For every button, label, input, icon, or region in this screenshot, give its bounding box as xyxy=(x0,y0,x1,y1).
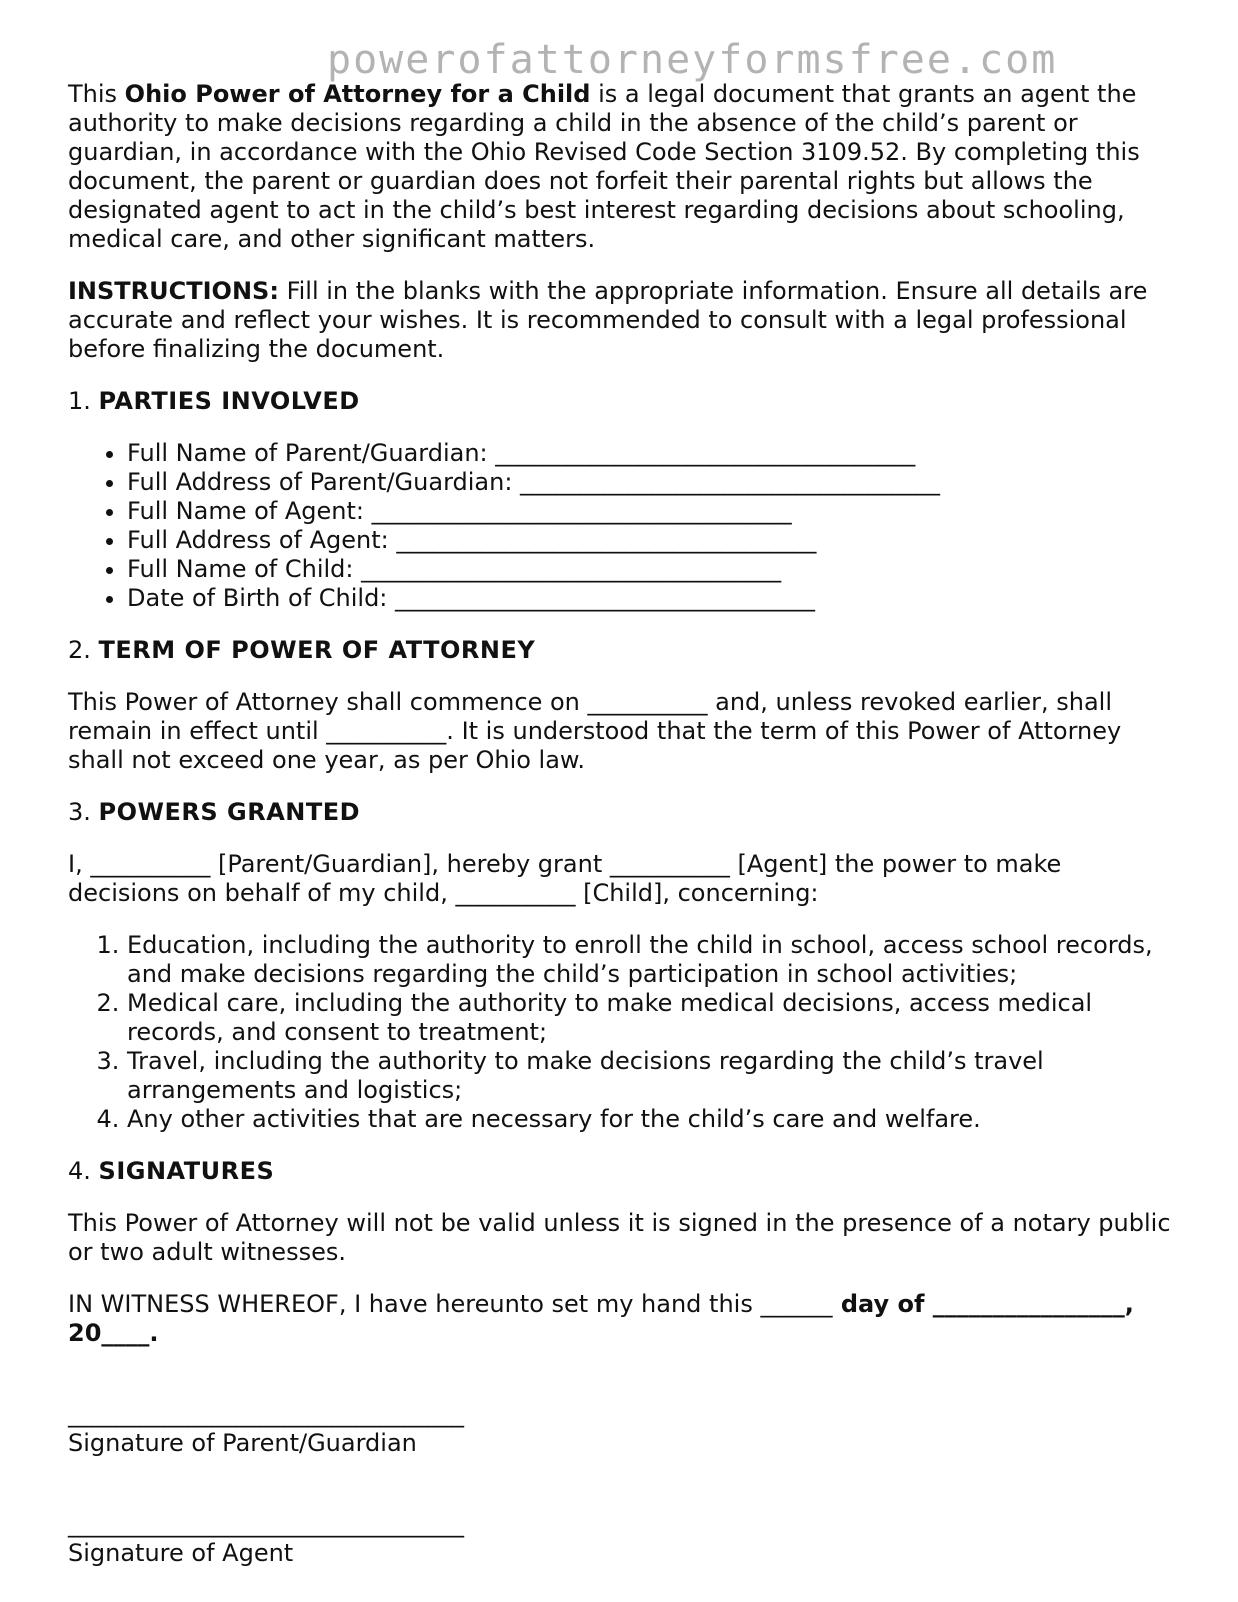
section-number: 2. xyxy=(68,636,99,664)
section-heading-term xyxy=(68,636,1178,665)
intro-pre: This xyxy=(68,80,125,108)
signatures-paragraph: This Power of Attorney will not be valid unless it is signed in the presence of a notary public or two adult witnesses. xyxy=(68,1209,1171,1266)
section-number: 3. xyxy=(68,798,99,826)
intro-paragraph xyxy=(68,80,1178,254)
signature-block-parent xyxy=(68,1400,1178,1458)
instructions-paragraph xyxy=(68,277,1178,364)
witness-pre: IN WITNESS WHEREOF, I have hereunto set my hand this ______ xyxy=(68,1290,833,1318)
powers-list xyxy=(68,931,1178,1134)
signature-label-agent: Signature of Agent xyxy=(68,1539,294,1567)
power-item-travel: 3. Travel, including the authority to make decisions regarding the child’s travel arrangements and logistics; xyxy=(127,1047,1178,1105)
instructions-label: INSTRUCTIONS: xyxy=(68,277,279,305)
power-item-medical: 2. Medical care, including the authority to make medical decisions, access medical records, and consent to treatment; xyxy=(127,989,1178,1047)
watermark: powerofattorneyformsfree.com xyxy=(327,37,1058,83)
parties-field-list xyxy=(68,439,1178,613)
instructions-text: Fill in the blanks with the appropriate information. Ensure all details are accurate and reflect your wishes. It is recommended to consult with a legal professional before finalizing the document. xyxy=(68,277,1148,363)
section-number: 1. xyxy=(68,387,99,415)
signature-line-agent[interactable]: _________________________________ xyxy=(68,1510,464,1538)
section-heading-powers xyxy=(68,798,1178,827)
document-title: Ohio Power of Attorney for a Child xyxy=(124,80,591,108)
section-title: SIGNATURES xyxy=(98,1157,275,1185)
power-item-education: 1. Education, including the authority to enroll the child in school, access school records, and make decisions regarding the child’s participation in school activities; xyxy=(127,931,1178,989)
signature-label-parent: Signature of Parent/Guardian xyxy=(68,1429,417,1457)
field-child-dob[interactable]: • Date of Birth of Child: ___________________________________ xyxy=(127,584,1178,613)
document-body xyxy=(68,80,1178,1568)
section-number: 4. xyxy=(68,1157,99,1185)
field-child-name[interactable]: • Full Name of Child: ___________________________________ xyxy=(127,555,1178,584)
power-item-other: 4. Any other activities that are necessary for the child’s care and welfare. xyxy=(127,1105,1178,1134)
signature-block-agent xyxy=(68,1510,1178,1568)
intro-post: is a legal document that grants an agent the authority to make decisions regarding a child in the absence of the child’s parent or guardian, in accordance with the Ohio Revised Code Section 3109.52. By completing this document, the parent or guardian does not forfeit their parental rights but allows the designated agent to act in the child’s best interest regarding decisions about schooling, medical care, and other significant matters. xyxy=(68,80,1140,253)
section-heading-signatures xyxy=(68,1157,1178,1186)
witness-paragraph[interactable] xyxy=(68,1290,1178,1348)
section-heading-parties xyxy=(68,387,1178,416)
powers-paragraph: I, __________ [Parent/Guardian], hereby grant __________ [Agent] the power to make decisions on behalf of my child, __________ [Child], concerning: xyxy=(68,850,1062,907)
field-agent-address[interactable]: • Full Address of Agent: ___________________________________ xyxy=(127,526,1178,555)
field-parent-address[interactable]: • Full Address of Parent/Guardian: ___________________________________ xyxy=(127,468,1178,497)
field-parent-name[interactable]: • Full Name of Parent/Guardian: ___________________________________ xyxy=(127,439,1178,468)
section-title: TERM OF POWER OF ATTORNEY xyxy=(98,636,536,664)
signature-line-parent[interactable]: _________________________________ xyxy=(68,1400,464,1428)
term-paragraph: This Power of Attorney shall commence on __________ and, unless revoked earlier, shall remain in effect until __________. It is understood that the term of this Power of Attorney shall not exceed one year, as per Ohio law. xyxy=(68,688,1122,774)
section-title: POWERS GRANTED xyxy=(98,798,361,826)
witness-date: day of ________________, 20____. xyxy=(68,1290,1134,1347)
section-title: PARTIES INVOLVED xyxy=(98,387,360,415)
field-agent-name[interactable]: • Full Name of Agent: ___________________________________ xyxy=(127,497,1178,526)
